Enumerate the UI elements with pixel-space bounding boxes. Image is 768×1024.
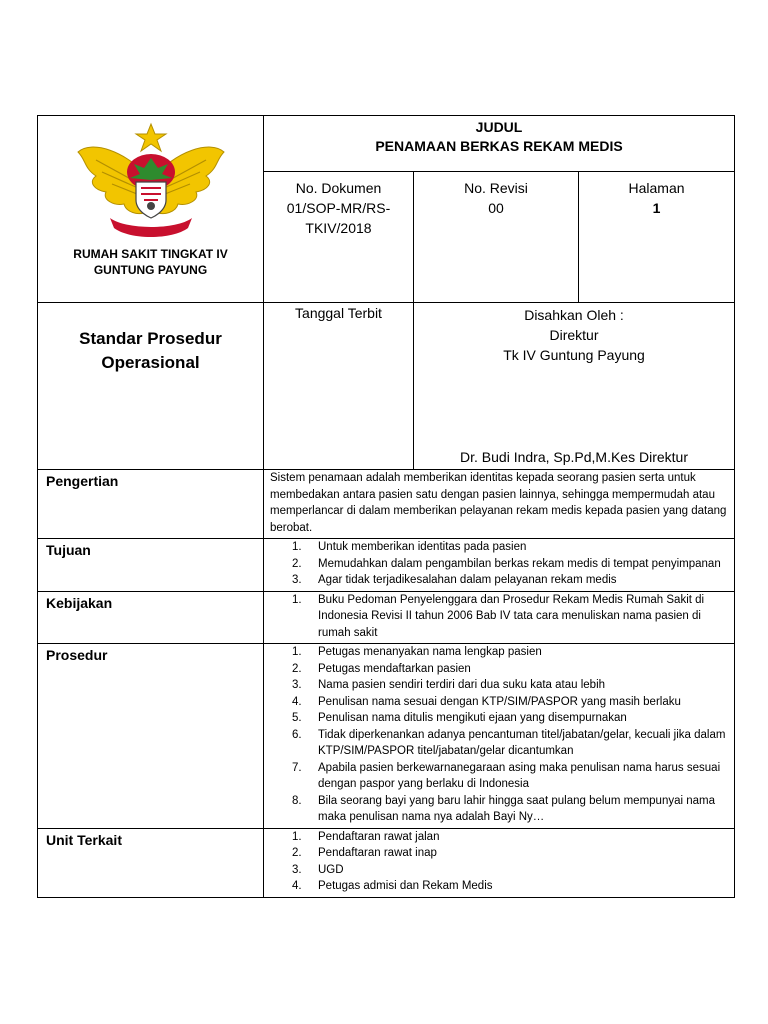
- halaman-cell: [579, 172, 735, 303]
- unit-terkait-list-cell: [264, 828, 735, 897]
- dokumen-value-line1: 01/SOP-MR/RS-: [286, 200, 391, 216]
- list-item: 2. Memudahkan dalam pengambilan berkas rekam medis di tempat penyimpanan: [292, 557, 721, 570]
- revisi-value: 00: [488, 200, 504, 216]
- list-item: 2. Pendaftaran rawat inap: [292, 847, 437, 859]
- list-item: 1. Petugas menanyakan nama lengkap pasien: [292, 646, 542, 658]
- tujuan-label: Tujuan: [38, 539, 264, 592]
- disahkan-label: Disahkan Oleh :: [524, 307, 624, 323]
- hospital-emblem: [38, 120, 263, 249]
- judul-label: JUDUL: [475, 119, 523, 135]
- tujuan-list: [270, 539, 730, 589]
- list-item: 2. Petugas mendaftarkan pasien: [292, 662, 471, 675]
- tanggal-terbit-label: Tanggal Terbit: [295, 305, 382, 321]
- sop-title-line1: Standar Prosedur: [79, 329, 222, 348]
- title-cell: [264, 116, 735, 172]
- list-item: 3. UGD: [292, 863, 344, 876]
- signatory: Dr. Budi Indra, Sp.Pd,M.Kes Direktur: [460, 449, 688, 465]
- list-item: 4. Petugas admisi dan Rekam Medis: [292, 880, 493, 892]
- dokumen-label: No. Dokumen: [295, 180, 382, 196]
- document-title: PENAMAAN BERKAS REKAM MEDIS: [375, 138, 623, 154]
- list-item: 1. Untuk memberikan identitas pada pasien: [292, 541, 527, 553]
- disahkan-unit: Tk IV Guntung Payung: [503, 347, 645, 363]
- hospital-name: [38, 246, 263, 278]
- revisi-label: No. Revisi: [464, 180, 528, 196]
- unit-terkait-label: Unit Terkait: [38, 828, 264, 897]
- list-item: 1. Buku Pedoman Penyelenggara dan Prosedur Rekam Medis Rumah Sakit di Indonesia Revisi II tahun 2006 Bab IV tata cara menuliskan nama pasien di rumah sakit: [292, 593, 705, 639]
- pengertian-text: Sistem penamaan adalah memberikan identitas kepada seorang pasien serta untuk membedakan antara pasien satu dengan pasien lainnya, sehingga mempermudah atau memperlancar di dalam memberikan pelayanan rekam medis kepada pasien yang datang berobat.: [264, 470, 735, 539]
- list-item: 8. Bila seorang bayi yang baru lahir hingga saat pulang belum mempunyai nama maka penulisan nama nya adalah Bayi Ny…: [292, 794, 715, 823]
- revisi-cell: [414, 172, 579, 303]
- sop-document-table: [37, 115, 735, 898]
- kebijakan-list: [270, 592, 730, 642]
- hospital-name-line2: GUNTUNG PAYUNG: [93, 263, 208, 277]
- list-item: 6. Tidak diperkenankan adanya pencantuman titel/jabatan/gelar, kecuali jika dalam KTP/SIM/PASPOR titel/jabatan/gelar dicantumkan: [292, 728, 726, 757]
- disahkan-role: Direktur: [549, 327, 599, 343]
- list-item: 3. Agar tidak terjadikesalahan dalam pelayanan rekam medis: [292, 574, 617, 586]
- list-item: 1. Pendaftaran rawat jalan: [292, 830, 440, 843]
- tujuan-list-cell: [264, 539, 735, 592]
- tanggal-terbit-cell: [264, 303, 414, 470]
- dokumen-value-line2: TKIV/2018: [305, 220, 372, 236]
- halaman-value: 1: [652, 200, 661, 216]
- list-item: 3. Nama pasien sendiri terdiri dari dua suku kata atau lebih: [292, 679, 606, 691]
- kebijakan-list-cell: [264, 591, 735, 644]
- hospital-name-line1: RUMAH SAKIT TINGKAT IV: [73, 247, 228, 261]
- prosedur-list: [270, 644, 730, 826]
- halaman-label: Halaman: [628, 180, 685, 196]
- disahkan-cell: [414, 303, 735, 470]
- list-item: 4. Penulisan nama sesuai dengan KTP/SIM/PASPOR yang masih berlaku: [292, 695, 681, 708]
- logo-cell: [38, 116, 264, 303]
- prosedur-list-cell: [264, 644, 735, 829]
- prosedur-label: Prosedur: [38, 644, 264, 829]
- unit-terkait-list: [270, 829, 730, 895]
- sop-title-line2: Operasional: [101, 353, 200, 372]
- list-item: 5. Penulisan nama ditulis mengikuti ejaan yang disempurnakan: [292, 712, 627, 724]
- emblem-icon: [66, 120, 236, 244]
- dokumen-cell: [264, 172, 414, 303]
- kebijakan-label: Kebijakan: [38, 591, 264, 644]
- list-item: 7. Apabila pasien berkewarnanegaraan asing maka penulisan nama harus sesuai dengan paspor yang berlaku di Indonesia: [292, 761, 721, 790]
- sop-title-cell: [38, 303, 264, 470]
- pengertian-label: Pengertian: [38, 470, 264, 539]
